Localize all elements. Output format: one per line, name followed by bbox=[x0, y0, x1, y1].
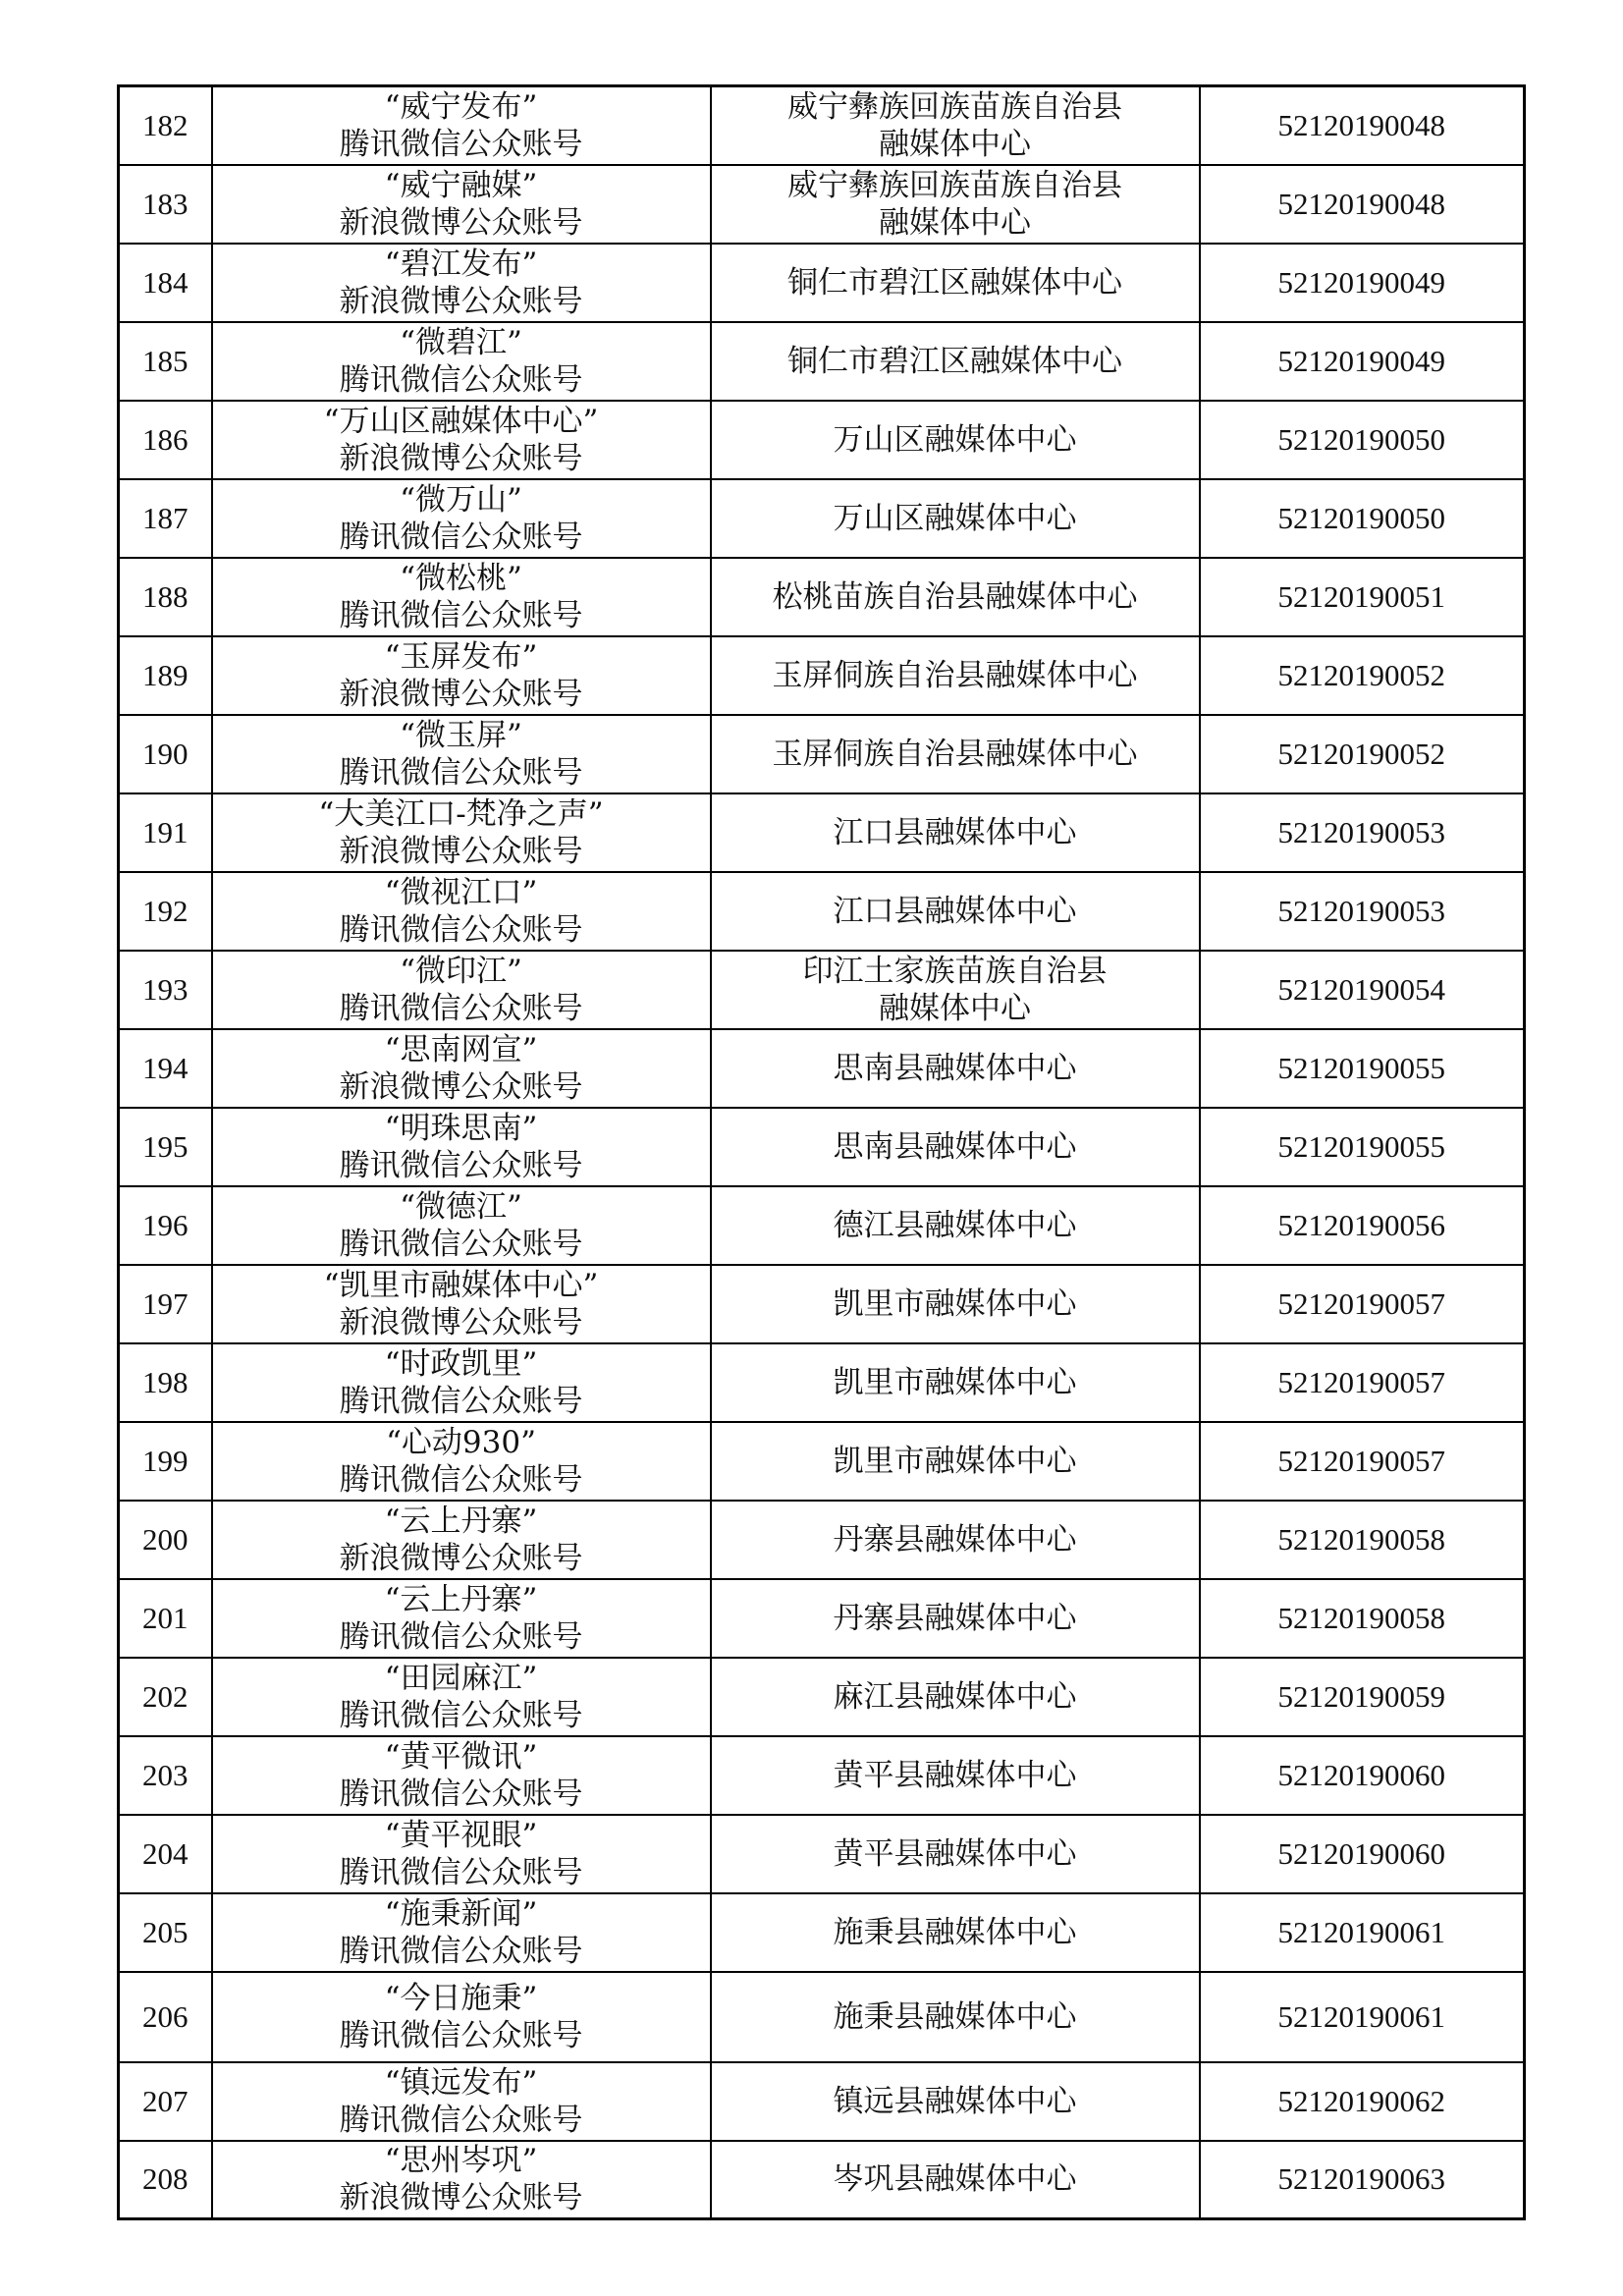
organization-name: 凯里市融媒体中心 bbox=[833, 1364, 1077, 1400]
account-name-cell bbox=[212, 1422, 711, 1501]
row-number-cell: 184 bbox=[119, 244, 212, 322]
account-platform: 腾讯微信公众账号 bbox=[339, 361, 583, 398]
account-platform: 新浪微博公众账号 bbox=[339, 204, 583, 241]
table-row bbox=[119, 165, 1525, 244]
account-name-cell bbox=[212, 1972, 711, 2062]
table-row bbox=[119, 1815, 1525, 1893]
organization-name: 印江土家族苗族自治县 bbox=[802, 953, 1108, 989]
organization-cell bbox=[711, 322, 1200, 401]
organization-cell bbox=[711, 1658, 1200, 1736]
account-name: “施秉新闻” bbox=[384, 1895, 538, 1932]
account-name-cell bbox=[212, 2062, 711, 2141]
organization-name: 施秉县融媒体中心 bbox=[833, 1998, 1077, 2035]
row-number-cell: 189 bbox=[119, 636, 212, 715]
account-name: “微印江” bbox=[400, 953, 522, 989]
account-name-cell bbox=[212, 951, 711, 1029]
table-row bbox=[119, 872, 1525, 951]
account-name: “碧江发布” bbox=[384, 246, 538, 282]
table-row bbox=[119, 1186, 1525, 1265]
table-row bbox=[119, 951, 1525, 1029]
account-name: “微碧江” bbox=[400, 324, 522, 360]
account-name: “思南网宣” bbox=[384, 1031, 538, 1067]
table-row bbox=[119, 479, 1525, 558]
row-number-cell: 199 bbox=[119, 1422, 212, 1501]
account-platform: 腾讯微信公众账号 bbox=[339, 2017, 583, 2053]
account-name: “黄平微讯” bbox=[384, 1738, 538, 1775]
organization-name: 万山区融媒体中心 bbox=[833, 500, 1077, 536]
license-code-cell: 52120190049 bbox=[1200, 322, 1525, 401]
organization-cell bbox=[711, 86, 1200, 165]
row-number-cell: 208 bbox=[119, 2141, 212, 2219]
organization-cell bbox=[711, 1893, 1200, 1972]
organization-cell bbox=[711, 2141, 1200, 2219]
row-number-cell: 188 bbox=[119, 558, 212, 636]
table-row bbox=[119, 2141, 1525, 2219]
organization-name: 凯里市融媒体中心 bbox=[833, 1443, 1077, 1479]
table-row bbox=[119, 1029, 1525, 1108]
table-row bbox=[119, 1501, 1525, 1579]
organization-cell bbox=[711, 401, 1200, 479]
row-number-cell: 186 bbox=[119, 401, 212, 479]
account-name-cell bbox=[212, 1658, 711, 1736]
license-code-cell: 52120190050 bbox=[1200, 479, 1525, 558]
account-name-cell bbox=[212, 636, 711, 715]
account-platform: 腾讯微信公众账号 bbox=[339, 1461, 583, 1498]
account-name: “明珠思南” bbox=[384, 1110, 538, 1146]
account-name: “微玉屏” bbox=[400, 717, 522, 753]
organization-name: 玉屏侗族自治县融媒体中心 bbox=[772, 657, 1138, 693]
organization-cell bbox=[711, 1029, 1200, 1108]
organization-cell bbox=[711, 558, 1200, 636]
organization-name: 镇远县融媒体中心 bbox=[833, 2083, 1077, 2119]
organization-cell bbox=[711, 2062, 1200, 2141]
account-platform: 腾讯微信公众账号 bbox=[339, 1147, 583, 1183]
row-number-cell: 187 bbox=[119, 479, 212, 558]
row-number-cell: 206 bbox=[119, 1972, 212, 2062]
row-number-cell: 200 bbox=[119, 1501, 212, 1579]
account-name-cell bbox=[212, 715, 711, 793]
account-platform: 腾讯微信公众账号 bbox=[339, 1697, 583, 1733]
table-row bbox=[119, 793, 1525, 872]
account-platform: 腾讯微信公众账号 bbox=[339, 1933, 583, 1969]
organization-cell bbox=[711, 165, 1200, 244]
account-name-cell bbox=[212, 2141, 711, 2219]
row-number-cell: 198 bbox=[119, 1343, 212, 1422]
account-platform: 新浪微博公众账号 bbox=[339, 676, 583, 712]
organization-cell bbox=[711, 479, 1200, 558]
row-number-cell: 182 bbox=[119, 86, 212, 165]
organization-name: 铜仁市碧江区融媒体中心 bbox=[787, 343, 1122, 379]
organization-name: 威宁彝族回族苗族自治县 bbox=[787, 167, 1122, 203]
table-row bbox=[119, 322, 1525, 401]
account-platform: 腾讯微信公众账号 bbox=[339, 754, 583, 791]
row-number-cell: 194 bbox=[119, 1029, 212, 1108]
account-name: “思州岑巩” bbox=[384, 2143, 538, 2179]
account-name-cell bbox=[212, 1265, 711, 1343]
organization-cell bbox=[711, 1579, 1200, 1658]
account-name-cell bbox=[212, 1108, 711, 1186]
account-name: “今日施秉” bbox=[384, 1980, 538, 2016]
organization-cell bbox=[711, 1422, 1200, 1501]
organization-name: 江口县融媒体中心 bbox=[833, 893, 1077, 929]
account-platform: 腾讯微信公众账号 bbox=[339, 1854, 583, 1890]
table-row bbox=[119, 636, 1525, 715]
account-name: “微万山” bbox=[400, 481, 522, 518]
account-name-cell bbox=[212, 872, 711, 951]
account-platform: 新浪微博公众账号 bbox=[339, 833, 583, 869]
row-number-cell: 205 bbox=[119, 1893, 212, 1972]
table-row bbox=[119, 1579, 1525, 1658]
account-name-cell bbox=[212, 322, 711, 401]
row-number-cell: 185 bbox=[119, 322, 212, 401]
organization-cell bbox=[711, 1343, 1200, 1422]
license-code-cell: 52120190053 bbox=[1200, 872, 1525, 951]
account-name: “心动930” bbox=[386, 1424, 536, 1460]
organization-name: 思南县融媒体中心 bbox=[833, 1050, 1077, 1086]
table-row bbox=[119, 1343, 1525, 1422]
organization-name: 融媒体中心 bbox=[879, 204, 1031, 241]
organization-name: 岑巩县融媒体中心 bbox=[833, 2161, 1077, 2198]
account-name-cell bbox=[212, 1186, 711, 1265]
account-name-cell bbox=[212, 165, 711, 244]
organization-cell bbox=[711, 1265, 1200, 1343]
registry-table bbox=[117, 84, 1526, 2220]
account-name: “大美江口-梵净之声” bbox=[318, 795, 604, 832]
account-platform: 腾讯微信公众账号 bbox=[339, 1226, 583, 1262]
organization-cell bbox=[711, 1736, 1200, 1815]
table-row bbox=[119, 244, 1525, 322]
organization-name: 融媒体中心 bbox=[879, 126, 1031, 162]
organization-name: 凯里市融媒体中心 bbox=[833, 1285, 1077, 1322]
table-row bbox=[119, 86, 1525, 165]
account-platform: 新浪微博公众账号 bbox=[339, 2180, 583, 2216]
organization-name: 思南县融媒体中心 bbox=[833, 1128, 1077, 1165]
account-name-cell bbox=[212, 1501, 711, 1579]
row-number-cell: 207 bbox=[119, 2062, 212, 2141]
account-name: “田园麻江” bbox=[384, 1660, 538, 1696]
account-name-cell bbox=[212, 401, 711, 479]
organization-name: 麻江县融媒体中心 bbox=[833, 1678, 1077, 1715]
organization-cell bbox=[711, 715, 1200, 793]
organization-cell bbox=[711, 1815, 1200, 1893]
table-row bbox=[119, 1422, 1525, 1501]
account-platform: 腾讯微信公众账号 bbox=[339, 1776, 583, 1812]
account-name: “云上丹寨” bbox=[384, 1503, 538, 1539]
organization-name: 松桃苗族自治县融媒体中心 bbox=[772, 578, 1138, 615]
license-code-cell: 52120190063 bbox=[1200, 2141, 1525, 2219]
account-platform: 腾讯微信公众账号 bbox=[339, 126, 583, 162]
table-row bbox=[119, 715, 1525, 793]
account-name-cell bbox=[212, 1893, 711, 1972]
license-code-cell: 52120190061 bbox=[1200, 1893, 1525, 1972]
account-name-cell bbox=[212, 1815, 711, 1893]
account-platform: 新浪微博公众账号 bbox=[339, 1068, 583, 1105]
account-platform: 腾讯微信公众账号 bbox=[339, 990, 583, 1026]
account-name-cell bbox=[212, 86, 711, 165]
organization-name: 丹寨县融媒体中心 bbox=[833, 1521, 1077, 1558]
account-name-cell bbox=[212, 1029, 711, 1108]
account-platform: 腾讯微信公众账号 bbox=[339, 519, 583, 555]
table-row bbox=[119, 1265, 1525, 1343]
table-row bbox=[119, 2062, 1525, 2141]
organization-cell bbox=[711, 1186, 1200, 1265]
license-code-cell: 52120190054 bbox=[1200, 951, 1525, 1029]
license-code-cell: 52120190055 bbox=[1200, 1108, 1525, 1186]
organization-cell bbox=[711, 636, 1200, 715]
organization-name: 融媒体中心 bbox=[879, 990, 1031, 1026]
account-name-cell bbox=[212, 558, 711, 636]
row-number-cell: 204 bbox=[119, 1815, 212, 1893]
account-platform: 腾讯微信公众账号 bbox=[339, 2102, 583, 2138]
account-platform: 腾讯微信公众账号 bbox=[339, 911, 583, 948]
account-name: “时政凯里” bbox=[384, 1345, 538, 1382]
account-name: “微德江” bbox=[400, 1188, 522, 1225]
account-name: “万山区融媒体中心” bbox=[323, 403, 599, 439]
table-row bbox=[119, 1893, 1525, 1972]
license-code-cell: 52120190048 bbox=[1200, 86, 1525, 165]
account-name-cell bbox=[212, 1736, 711, 1815]
license-code-cell: 52120190055 bbox=[1200, 1029, 1525, 1108]
row-number-cell: 192 bbox=[119, 872, 212, 951]
account-platform: 新浪微博公众账号 bbox=[339, 1304, 583, 1340]
account-name: “玉屏发布” bbox=[384, 638, 538, 675]
table-row bbox=[119, 401, 1525, 479]
license-code-cell: 52120190060 bbox=[1200, 1815, 1525, 1893]
organization-cell bbox=[711, 951, 1200, 1029]
account-name: “云上丹寨” bbox=[384, 1581, 538, 1617]
account-platform: 新浪微博公众账号 bbox=[339, 283, 583, 319]
table-row bbox=[119, 1108, 1525, 1186]
organization-name: 万山区融媒体中心 bbox=[833, 421, 1077, 458]
account-name-cell bbox=[212, 793, 711, 872]
organization-name: 丹寨县融媒体中心 bbox=[833, 1600, 1077, 1636]
account-name: “凯里市融媒体中心” bbox=[323, 1267, 599, 1303]
row-number-cell: 197 bbox=[119, 1265, 212, 1343]
organization-name: 施秉县融媒体中心 bbox=[833, 1914, 1077, 1950]
license-code-cell: 52120190050 bbox=[1200, 401, 1525, 479]
account-platform: 腾讯微信公众账号 bbox=[339, 1383, 583, 1419]
license-code-cell: 52120190060 bbox=[1200, 1736, 1525, 1815]
account-platform: 新浪微博公众账号 bbox=[339, 1540, 583, 1576]
license-code-cell: 52120190058 bbox=[1200, 1579, 1525, 1658]
license-code-cell: 52120190061 bbox=[1200, 1972, 1525, 2062]
organization-name: 江口县融媒体中心 bbox=[833, 814, 1077, 850]
table-row bbox=[119, 1736, 1525, 1815]
account-platform: 新浪微博公众账号 bbox=[339, 440, 583, 476]
license-code-cell: 52120190052 bbox=[1200, 715, 1525, 793]
license-code-cell: 52120190057 bbox=[1200, 1343, 1525, 1422]
table-row bbox=[119, 558, 1525, 636]
license-code-cell: 52120190059 bbox=[1200, 1658, 1525, 1736]
account-name: “微松桃” bbox=[400, 560, 522, 596]
license-code-cell: 52120190057 bbox=[1200, 1265, 1525, 1343]
account-name: “镇远发布” bbox=[384, 2064, 538, 2101]
row-number-cell: 190 bbox=[119, 715, 212, 793]
organization-cell bbox=[711, 244, 1200, 322]
account-name: “威宁发布” bbox=[384, 88, 538, 125]
table-row bbox=[119, 1658, 1525, 1736]
license-code-cell: 52120190053 bbox=[1200, 793, 1525, 872]
organization-name: 铜仁市碧江区融媒体中心 bbox=[787, 264, 1122, 301]
license-code-cell: 52120190058 bbox=[1200, 1501, 1525, 1579]
row-number-cell: 202 bbox=[119, 1658, 212, 1736]
license-code-cell: 52120190062 bbox=[1200, 2062, 1525, 2141]
account-platform: 腾讯微信公众账号 bbox=[339, 597, 583, 633]
row-number-cell: 203 bbox=[119, 1736, 212, 1815]
account-name-cell bbox=[212, 1343, 711, 1422]
organization-cell bbox=[711, 793, 1200, 872]
account-name: “微视江口” bbox=[384, 874, 538, 910]
row-number-cell: 195 bbox=[119, 1108, 212, 1186]
organization-name: 德江县融媒体中心 bbox=[833, 1207, 1077, 1243]
organization-name: 威宁彝族回族苗族自治县 bbox=[787, 88, 1122, 125]
account-name-cell bbox=[212, 244, 711, 322]
account-name: “黄平视眼” bbox=[384, 1817, 538, 1853]
organization-name: 玉屏侗族自治县融媒体中心 bbox=[772, 736, 1138, 772]
table-row bbox=[119, 1972, 1525, 2062]
organization-name: 黄平县融媒体中心 bbox=[833, 1835, 1077, 1872]
row-number-cell: 201 bbox=[119, 1579, 212, 1658]
license-code-cell: 52120190051 bbox=[1200, 558, 1525, 636]
table-body bbox=[119, 86, 1525, 2219]
license-code-cell: 52120190049 bbox=[1200, 244, 1525, 322]
row-number-cell: 191 bbox=[119, 793, 212, 872]
organization-cell bbox=[711, 872, 1200, 951]
account-name-cell bbox=[212, 479, 711, 558]
account-platform: 腾讯微信公众账号 bbox=[339, 1618, 583, 1655]
row-number-cell: 196 bbox=[119, 1186, 212, 1265]
organization-name: 黄平县融媒体中心 bbox=[833, 1757, 1077, 1793]
license-code-cell: 52120190057 bbox=[1200, 1422, 1525, 1501]
license-code-cell: 52120190056 bbox=[1200, 1186, 1525, 1265]
account-name-cell bbox=[212, 1579, 711, 1658]
row-number-cell: 183 bbox=[119, 165, 212, 244]
registry-table-page bbox=[117, 84, 1526, 2220]
organization-cell bbox=[711, 1108, 1200, 1186]
row-number-cell: 193 bbox=[119, 951, 212, 1029]
license-code-cell: 52120190048 bbox=[1200, 165, 1525, 244]
organization-cell bbox=[711, 1501, 1200, 1579]
license-code-cell: 52120190052 bbox=[1200, 636, 1525, 715]
organization-cell bbox=[711, 1972, 1200, 2062]
account-name: “威宁融媒” bbox=[384, 167, 538, 203]
